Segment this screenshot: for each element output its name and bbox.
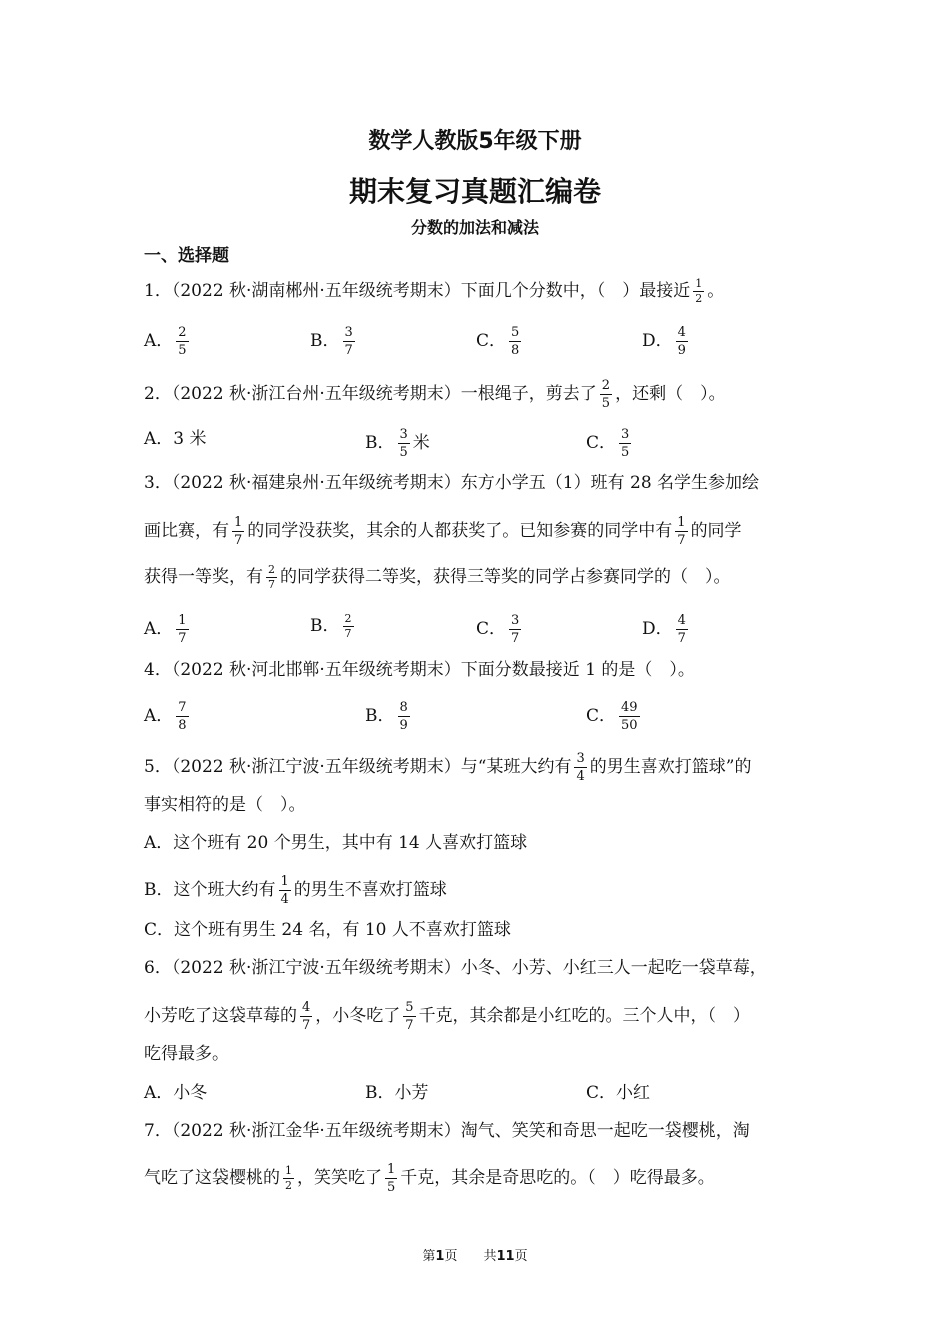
fraction: $\frac{1}{5}$ (387, 1162, 396, 1195)
option-a[interactable]: A． $\frac{2}{5}$ (144, 325, 187, 358)
page-footer: 第1页 共11页 (422, 1249, 528, 1264)
fraction: $\frac{7}{8}$ (178, 700, 187, 733)
fraction: $\frac{2}{7}$ (268, 563, 275, 591)
option-a[interactable]: A．这个班有 20 个男生，其中有 14 人喜欢打篮球 (144, 833, 528, 853)
option-b[interactable]: B．小芳 (365, 1083, 429, 1103)
exam-subtitle: 分数的加法和减法 (410, 218, 539, 237)
fraction: $\frac{49}{50}$ (621, 700, 638, 733)
question-6-line-3: 吃得最多。 (144, 1044, 229, 1064)
fraction: $\frac{1}{7}$ (178, 613, 187, 646)
question-5-line-1: 5．（2022 秋·浙江宁波·五年级统考期末）与“某班大约有 $\frac{3}{4}$ 的男生喜欢打篮球”的 (144, 751, 752, 784)
fraction: $\frac{3}{4}$ (576, 751, 585, 784)
question-2: 2．（2022 秋·浙江台州·五年级统考期末）一根绳子，剪去了 $\frac{2}{5}$ ，还剩（ ）。 (144, 378, 726, 411)
fraction: $\frac{1}{2}$ (695, 277, 703, 305)
question-1: 1．（2022 秋·湖南郴州·五年级统考期末）下面几个分数中，（ ）最接近 $\frac{1}{2}$ 。 (144, 277, 725, 305)
option-c[interactable]: C． $\frac{3}{7}$ (476, 613, 520, 646)
fraction: $\frac{3}{7}$ (344, 325, 353, 358)
page-total: 11 (496, 1249, 515, 1264)
question-3-line-1: 3．（2022 秋·福建泉州·五年级统考期末）东方小学五（1）班有 28 名学生参加绘 (144, 473, 760, 493)
exam-title: 期末复习真题汇编卷 (348, 175, 601, 208)
option-d[interactable]: D． $\frac{4}{7}$ (642, 613, 686, 646)
question-6-line-1: 6．（2022 秋·浙江宁波·五年级统考期末）小冬、小芳、小红三人一起吃一袋草莓， (144, 958, 767, 978)
option-b[interactable]: B． $\frac{2}{7}$ (310, 612, 352, 640)
fraction: $\frac{1}{4}$ (280, 874, 289, 907)
page-number: 1 (435, 1249, 445, 1264)
fraction: $\frac{1}{2}$ (285, 1164, 292, 1192)
question-text: 2．（2022 秋·浙江台州·五年级统考期末）一根绳子，剪去了 (144, 384, 597, 404)
question-6-line-2: 小芳吃了这袋草莓的 $\frac{4}{7}$ ，小冬吃了 $\frac{5}{7}$ 千克，其余都是小红吃的。三个人中，（ ） (144, 1000, 751, 1033)
fraction: $\frac{3}{5}$ (621, 427, 630, 460)
question-7-line-1: 7．（2022 秋·浙江金华·五年级统考期末）淘气、笑笑和奇思一起吃一袋樱桃，淘 (144, 1121, 750, 1141)
option-b[interactable]: B． $\frac{3}{7}$ (310, 325, 353, 358)
fraction: $\frac{2}{5}$ (178, 325, 187, 358)
option-d[interactable]: D． $\frac{4}{9}$ (642, 325, 686, 358)
option-b[interactable]: B． $\frac{8}{9}$ (365, 700, 408, 733)
option-a[interactable]: A．小冬 (144, 1083, 208, 1103)
fraction: $\frac{2}{7}$ (344, 612, 352, 640)
question-3-line-2: 画比赛，有 $\frac{1}{7}$ 的同学没获奖，其余的人都获奖了。已知参赛的同学中有 $\frac{1}{7}$ 的同学 (144, 515, 742, 548)
option-a[interactable]: A．3 米 (144, 429, 207, 449)
fraction: $\frac{8}{9}$ (399, 700, 408, 733)
fraction: $\frac{4}{9}$ (677, 325, 686, 358)
fraction: $\frac{4}{7}$ (302, 1000, 311, 1033)
book-title: 数学人教版5年级下册 (368, 129, 582, 154)
fraction: $\frac{3}{5}$ (399, 427, 408, 460)
option-b[interactable]: B．这个班大约有 $\frac{1}{4}$ 的男生不喜欢打篮球 (144, 874, 447, 907)
option-c[interactable]: C． $\frac{3}{5}$ (586, 427, 630, 460)
fraction: $\frac{5}{7}$ (405, 1000, 414, 1033)
fraction: $\frac{1}{7}$ (677, 515, 686, 548)
option-a[interactable]: A． $\frac{1}{7}$ (144, 613, 187, 646)
option-c[interactable]: C． $\frac{5}{8}$ (476, 325, 520, 358)
option-b[interactable]: B． $\frac{3}{5}$ 米 (365, 427, 430, 460)
fraction: $\frac{2}{5}$ (601, 378, 611, 411)
option-c[interactable]: C．小红 (586, 1083, 651, 1103)
question-5-line-2: 事实相符的是（ ）。 (144, 795, 306, 815)
fraction: $\frac{1}{7}$ (234, 515, 243, 548)
section-heading: 一、选择题 (144, 246, 229, 266)
question-text: 1．（2022 秋·湖南郴州·五年级统考期末）下面几个分数中，（ ）最接近 (144, 281, 691, 301)
question-7-line-2: 气吃了这袋樱桃的 $\frac{1}{2}$ ，笑笑吃了 $\frac{1}{5}$ 千克，其余是奇思吃的。（ ）吃得最多。 (144, 1162, 715, 1195)
question-3-line-3: 获得一等奖，有 $\frac{2}{7}$ 的同学获得二等奖，获得三等奖的同学占参赛同学的（ ）。 (144, 563, 731, 591)
option-c[interactable]: C． $\frac{49}{50}$ (586, 700, 638, 733)
fraction: $\frac{3}{7}$ (511, 613, 520, 646)
fraction: $\frac{4}{7}$ (677, 613, 686, 646)
option-a[interactable]: A． $\frac{7}{8}$ (144, 700, 187, 733)
question-4: 4．（2022 秋·河北邯郸·五年级统考期末）下面分数最接近 1 的是（ ）。 (144, 660, 695, 680)
fraction: $\frac{5}{8}$ (511, 325, 520, 358)
option-c[interactable]: C．这个班有男生 24 名，有 10 人不喜欢打篮球 (144, 920, 511, 940)
